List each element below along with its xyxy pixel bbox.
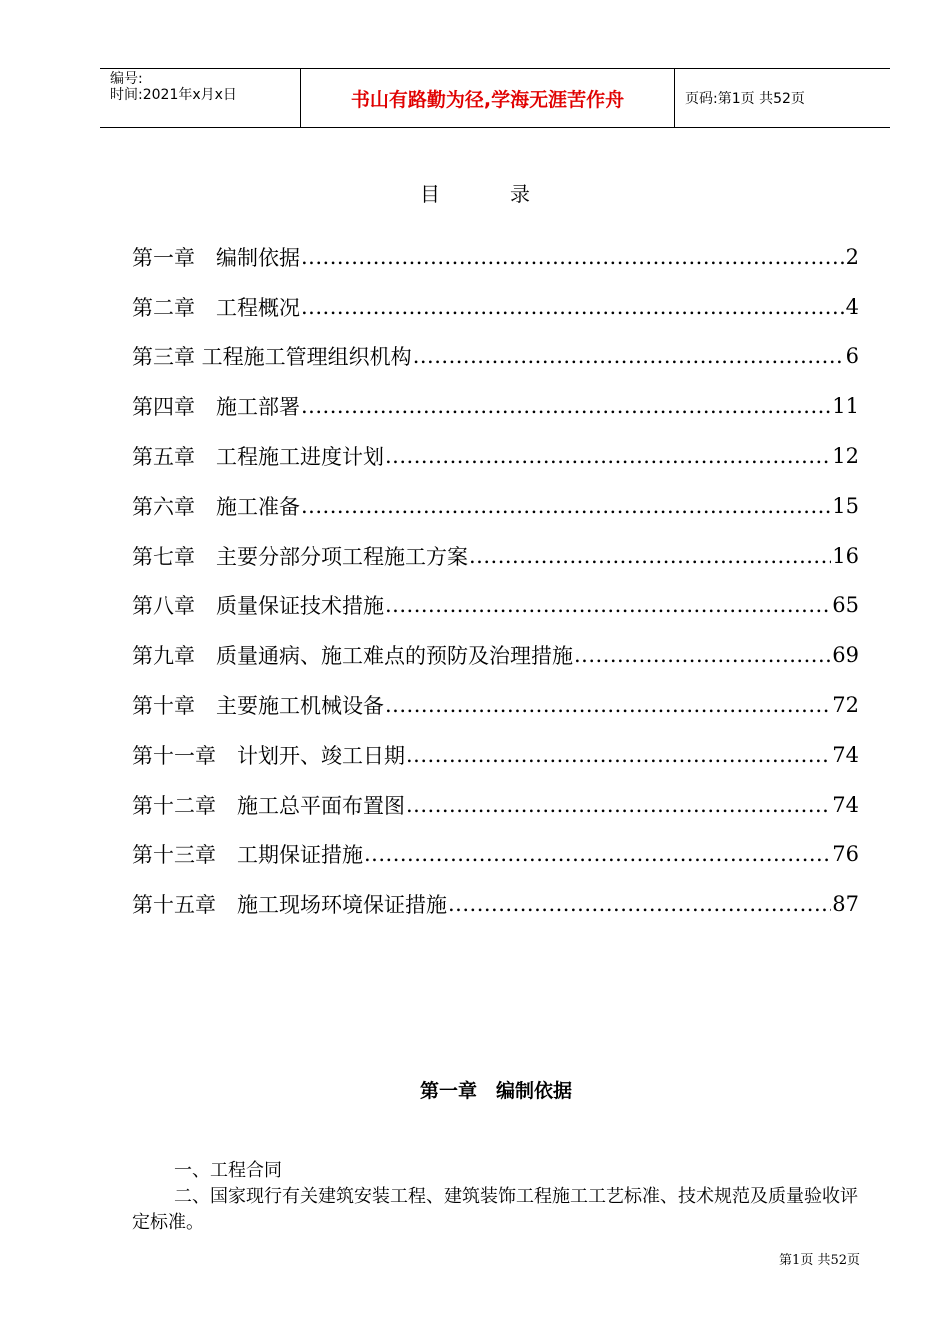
toc-entry-label: 第一章 编制依据 <box>132 245 300 270</box>
toc-entry-label: 第九章 质量通病、施工难点的预防及治理措施 <box>132 644 573 669</box>
toc-entry[interactable] <box>132 680 859 730</box>
toc-entry-label: 第四章 施工部署 <box>132 395 300 420</box>
toc-dot-leader <box>301 295 845 319</box>
toc-title <box>0 178 950 207</box>
toc-entry[interactable] <box>132 232 859 282</box>
toc-entry[interactable] <box>132 879 859 929</box>
toc-dot-leader <box>364 842 831 866</box>
toc-dot-leader <box>406 743 831 767</box>
toc-entry-page: 4 <box>845 294 859 319</box>
toc-dot-leader <box>385 693 831 717</box>
table-of-contents <box>132 232 859 929</box>
toc-entry-page: 87 <box>832 892 859 917</box>
toc-entry-page: 72 <box>832 693 859 718</box>
toc-entry[interactable] <box>132 780 859 830</box>
toc-dot-leader <box>301 245 845 269</box>
toc-entry-page: 16 <box>832 543 859 568</box>
toc-dot-leader <box>406 793 831 817</box>
document-number-label: 编号: <box>110 71 143 87</box>
toc-entry-label: 第六章 施工准备 <box>132 494 300 519</box>
paragraph: 一、工程合同 <box>174 1160 282 1181</box>
toc-entry-page: 76 <box>832 842 859 867</box>
toc-entry-page: 6 <box>845 344 859 369</box>
toc-entry-page: 2 <box>845 244 859 269</box>
toc-entry[interactable] <box>132 381 859 431</box>
toc-entry[interactable] <box>132 431 859 481</box>
toc-title-left: 目 <box>420 182 440 206</box>
toc-entry[interactable] <box>132 730 859 780</box>
toc-entry-page: 12 <box>832 444 859 469</box>
toc-entry-page: 74 <box>832 792 859 817</box>
toc-entry-label: 第十五章 施工现场环境保证措施 <box>132 893 447 918</box>
toc-entry-page: 65 <box>832 593 859 618</box>
page-footer: 第1页 共52页 <box>779 1253 860 1268</box>
toc-entry-label: 第五章 工程施工进度计划 <box>132 445 384 470</box>
toc-title-right: 录 <box>510 182 530 206</box>
toc-entry-label: 第十二章 施工总平面布置图 <box>132 793 405 818</box>
toc-entry-label: 第三章 工程施工管理组织机构 <box>132 345 412 370</box>
toc-dot-leader <box>301 394 831 418</box>
toc-entry-label: 第二章 工程概况 <box>132 295 300 320</box>
toc-entry-page: 15 <box>832 493 859 518</box>
toc-entry-page: 11 <box>832 394 859 419</box>
toc-entry-label: 第七章 主要分部分项工程施工方案 <box>132 544 468 569</box>
toc-entry[interactable] <box>132 581 859 631</box>
toc-entry-page: 74 <box>832 742 859 767</box>
document-time: 时间:2021年x月x日 <box>110 87 237 103</box>
toc-dot-leader <box>301 494 831 518</box>
toc-entry[interactable] <box>132 531 859 581</box>
toc-dot-leader <box>385 593 831 617</box>
toc-entry[interactable] <box>132 481 859 531</box>
toc-dot-leader <box>413 344 845 368</box>
toc-entry-page: 69 <box>832 643 859 668</box>
toc-entry-label: 第十三章 工期保证措施 <box>132 843 363 868</box>
toc-entry[interactable] <box>132 830 859 880</box>
toc-entry[interactable] <box>132 332 859 382</box>
header-meta <box>100 69 301 127</box>
header-page-info: 页码:第1页 共52页 <box>685 91 805 107</box>
toc-dot-leader <box>385 444 831 468</box>
toc-entry-label: 第八章 质量保证技术措施 <box>132 594 384 619</box>
paragraph: 二、国家现行有关建筑安装工程、建筑装饰工程施工工艺标准、技术规范及质量验收评定标准。 <box>132 1186 858 1233</box>
chapter-body <box>132 1158 860 1236</box>
toc-dot-leader <box>469 544 831 568</box>
page-header <box>100 68 890 128</box>
toc-dot-leader <box>574 643 831 667</box>
toc-entry[interactable] <box>132 282 859 332</box>
toc-dot-leader <box>448 892 831 916</box>
chapter-title: 第一章 编制依据 <box>419 1080 572 1102</box>
toc-entry[interactable] <box>132 630 859 680</box>
header-slogan: 书山有路勤为径,学海无涯苦作舟 <box>301 69 675 127</box>
toc-entry-label: 第十一章 计划开、竣工日期 <box>132 743 405 768</box>
toc-entry-label: 第十章 主要施工机械设备 <box>132 694 384 719</box>
